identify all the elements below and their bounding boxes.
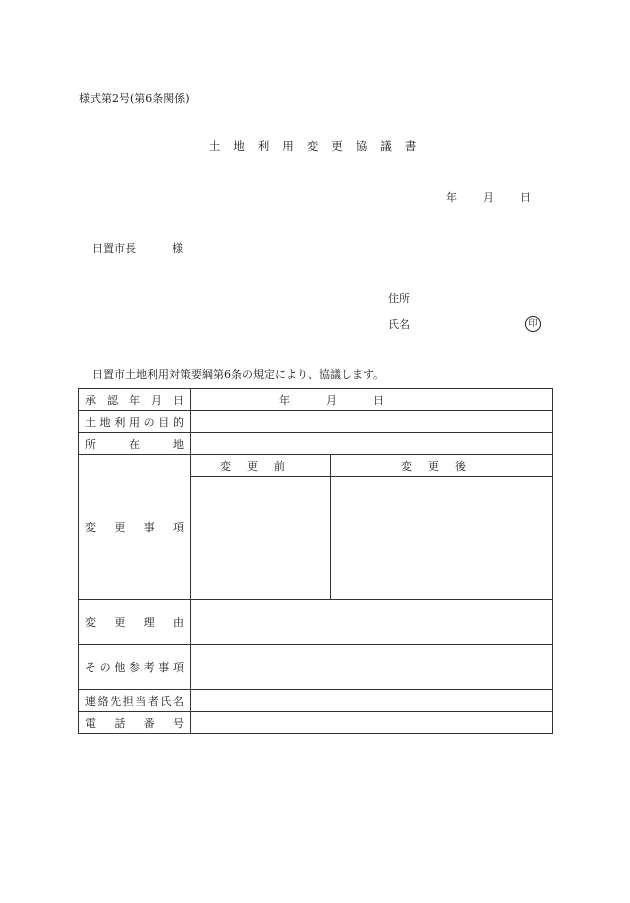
application-table [78,388,553,734]
reason-label [79,600,191,645]
label-char: 項 [172,521,184,534]
year-label: 年 [446,191,457,204]
submission-date [446,189,531,205]
document-title: 土地利用変更協議書 [208,139,430,153]
day-label: 日 [520,191,531,204]
spread-text [79,414,190,430]
label-char: 当 [135,694,147,708]
month-label: 月 [483,191,494,204]
phone-row [79,712,553,734]
contact-label [79,690,191,712]
label-char: 連 [85,694,96,708]
label-char: 絡 [97,694,109,708]
approval-date-row [79,389,553,411]
label-char: 番 [143,716,155,730]
phone-value[interactable] [191,712,553,734]
label-char: 月 [151,393,162,407]
label-char: 項 [172,661,184,674]
label-char: そ [85,661,96,674]
label-char: 氏 [160,694,172,708]
before-value[interactable] [191,477,331,600]
location-row [79,433,553,455]
recipient-name: 日置市長 [92,242,136,255]
changes-header-row [79,455,553,477]
label-char: 変 [85,521,96,534]
phone-label [79,712,191,734]
seal-mark: 印 [525,316,541,332]
reason-value[interactable] [191,600,553,645]
spread-text [79,614,190,630]
label-char: 用 [128,415,140,429]
label-char: 者 [147,694,159,708]
approval-date-label [79,389,191,411]
other-value[interactable] [191,645,553,690]
label-char: 認 [107,393,118,407]
spread-text [79,715,190,731]
location-label [79,433,191,455]
reason-row [79,600,553,645]
label-char: の [143,415,155,429]
after-header: 変更後 [331,455,553,477]
after-value[interactable] [331,477,553,600]
other-label [79,645,191,690]
label-char: 的 [172,415,184,429]
recipient [92,240,183,256]
form-number: 様式第2号(第6条関係) [79,92,190,105]
approval-month: 月 [326,393,337,407]
label-char: 参 [128,661,140,674]
label-char: 理 [143,616,155,629]
label-char: 年 [129,393,140,407]
label-char: 更 [114,616,126,629]
name-label: 氏名 [388,318,410,331]
label-char: 話 [114,716,126,730]
label-char: 変 [85,616,96,629]
location-value[interactable] [191,433,553,455]
spread-text [79,392,190,408]
label-char: 日 [173,393,184,407]
label-char: 地 [99,415,111,429]
label-char: 事 [158,661,170,674]
label-char: 先 [110,694,122,708]
label-char: 土 [85,415,96,429]
changes-label [79,455,191,600]
approval-day: 日 [373,393,384,407]
purpose-value[interactable] [191,411,553,433]
spread-text [79,693,190,709]
address-label: 住所 [388,292,410,305]
label-char: 由 [172,616,184,629]
label-char: 担 [122,694,134,708]
honorific: 様 [172,242,183,255]
label-char: 考 [143,661,155,674]
spread-text [79,659,190,675]
purpose-row [79,411,553,433]
approval-date-value[interactable] [191,389,553,411]
approval-year: 年 [279,393,290,407]
label-char: 電 [85,716,96,730]
contact-row [79,690,553,712]
spread-text [79,519,190,535]
label-char: 事 [143,521,155,534]
label-char: 名 [172,694,184,708]
label-char: 目 [158,415,170,429]
contact-value[interactable] [191,690,553,712]
label-char: 所 [85,437,96,451]
other-row [79,645,553,690]
label-char: 号 [172,716,184,730]
label-char: の [99,661,111,674]
label-char: 利 [114,415,126,429]
statement-text: 日置市土地利用対策要綱第6条の規定により、協議します。 [92,368,385,381]
spread-text [79,436,190,452]
label-char: 更 [114,521,126,534]
label-char: 地 [173,437,184,451]
label-char: 他 [114,661,126,674]
label-char: 承 [85,393,96,407]
label-char: 在 [129,437,140,451]
before-header: 変更前 [191,455,331,477]
purpose-label [79,411,191,433]
